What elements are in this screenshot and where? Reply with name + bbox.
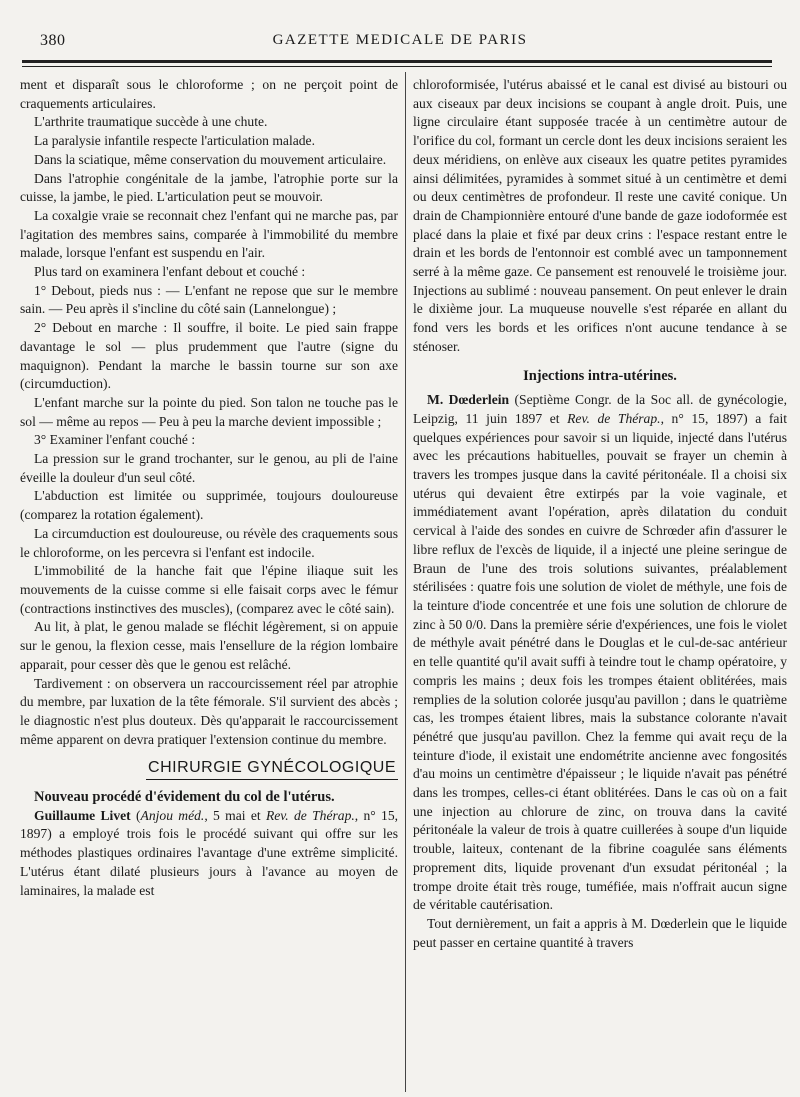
column-divider	[405, 72, 406, 1092]
citation-text: (Septième Congr. de la Soc all. de gynécologie, Leipzig, 11 juin 1897 et	[413, 392, 787, 426]
left-column	[20, 76, 398, 900]
paragraph: La coxalgie vraie se reconnait chez l'enfant qui ne marche pas, par l'agitation des membres sains, comparée à l'immobilité du membre malade, lorsque l'enfant est suspendu en l'air.	[20, 207, 398, 261]
paragraph: 2° Debout en marche : Il souffre, il boite. Le pied sain frappe davantage le sol — plus prudemment que l'autre (signe du maquignon). Pendant la marche le bassin tourne sur son axe (circumduction).	[20, 320, 398, 392]
paragraph: 1° Debout, pieds nus : — L'enfant ne repose que sur le membre sain. — Peu après il s'incline du côté sain (Lannelongue) ;	[20, 282, 398, 317]
paragraph: Plus tard on examinera l'enfant debout et couché :	[34, 264, 306, 280]
article-lead-paragraph	[20, 807, 398, 901]
author-name: M. Dœderlein	[427, 392, 510, 408]
paragraph: La circumduction est douloureuse, ou révèle des craquements sous le chloroforme, on les percevra si l'enfant est indocile.	[20, 525, 398, 560]
article-title: Injections intra-utérines.	[523, 367, 677, 384]
paragraph: L'arthrite traumatique succède à une chute.	[34, 114, 268, 130]
paragraph: 3° Examiner l'enfant couché :	[34, 432, 196, 448]
section-heading	[20, 759, 398, 780]
paragraph: L'enfant marche sur la pointe du pied. Son talon ne touche pas le sol — même au repos — Peu à peu la marche devient impossible ;	[20, 394, 398, 429]
paragraph: L'immobilité de la hanche fait que l'épine iliaque suit les mouvements de la cuisse comme si elle faisait corps avec le fémur (contractions instinctives des muscles), (comparez avec le côté sain).	[20, 563, 398, 616]
article-title: Nouveau procédé d'évidement du col de l'utérus.	[34, 789, 335, 806]
citation-text: , 5 mai et	[204, 807, 266, 823]
page-number: 380	[40, 32, 66, 49]
paragraph: L'abduction est limitée ou supprimée, toujours douloureuse (comparez la rotation également).	[20, 488, 398, 523]
body-text: , n° 15, 1897) a employé trois fois le procédé suivant qui offre sur les méthodes plastiques ordinaires l'avantage d'une extrême simplicité. L'utérus étant dilaté plusieurs jours à l'avance au moyen de laminaires, la malade est	[20, 807, 399, 898]
journal-name: Rev. de Thérap.	[567, 410, 661, 426]
section-heading-text: CHIRURGIE GYNÉCOLOGIQUE	[146, 759, 398, 780]
page-header	[0, 0, 800, 70]
paragraph: Dans la sciatique, même conservation du mouvement articulaire.	[34, 151, 387, 167]
paragraph: ment et disparaît sous le chloroforme ; on ne perçoit point de craquements articulaires.	[20, 77, 398, 111]
paragraph: La pression sur le grand trochanter, sur le genou, au pli de l'aine éveille la douleur d'un seul côté.	[20, 451, 398, 485]
author-name: Guillaume Livet	[34, 807, 131, 823]
citation-text: (	[130, 807, 141, 823]
article-lead-paragraph	[413, 391, 787, 915]
paragraph: La paralysie infantile respecte l'articulation malade.	[34, 133, 315, 149]
paragraph: Tout dernièrement, un fait a appris à M. Dœderlein que le liquide peut passer en certaine quantité à travers	[413, 915, 787, 950]
paragraph: Dans l'atrophie congénitale de la jambe, l'atrophie porte sur la cuisse, la jambe, le pied. L'articulation peut se mouvoir.	[20, 170, 398, 205]
paragraph: Tardivement : on observera un raccourcissement réel par atrophie du membre, par luxation de la tête fémorale. S'il survient des abcès ; le diagnostic n'est plus douteux. Dès qu'apparait le raccourcissement même apparent on devra pratiquer l'extension continue du membre.	[20, 675, 398, 747]
body-text: , n° 15, 1897) a fait quelques expériences pour savoir si un liquide, injecté dans l'utérus avec les précautions habituelles, pouvait se frayer un chemin à travers les trompes jusque dans la cavité péritonéale. Il a choisi six utérus qui devaient être extirpés par la voie vaginale, et immédiatement avant l'opération, après dilatation du conduit cervical à l'aide des sondes en cuivre de Schrœder afin d'assurer le libre reflux de l'excès de liquide, il a injecté une pleine seringue de Braun de l'une des trois solutions suivantes, préalablement stérilisées : quatre fois une solution de violet de méthyle, une fois de la teinture d'iode concentrée et une fois une solution de chlorure de zinc à 50 0/0. Dans la première série d'expériences, une fois le violet de méthyle avait pénétré dans le Douglas et le cul-de-sac antérieur en telle quantité qu'il avait suffi à teindre tout le champ opératoire, y compris les mains ; deux fois les trompes étaient oblitérées, mais remplies de la solution colorée jusqu'au pavillon ; dans le quatrième cas, les trompes étaient libres, mais la substance colorante n'avait pénétré que jusqu'au pavillon. Chez la femme qui avait reçu de la teinture d'iode, il existait une endométrite ancienne avec fongosités d'au moins un centimètre d'épaisseur ; le liquide n'avait pas pénétré dans les trompes, celles-ci étant oblitérées. Dans le cas où on a fait une injection au chlorure de zinc, on trouva dans la cavité péritonéale la valeur de trois à quatre cuillerées à soupe d'un liquide trouble, laiteux, contenant de la fibrine coagulée sans éléments proprement dits, liquide provenant d'un exsudat péritonéal ; la trompe droite était très rouge, tuméfiée, mais n'offrait aucun signe de véritable cautérisation.	[413, 410, 787, 913]
right-column	[413, 76, 787, 952]
running-title: GAZETTE MEDICALE DE PARIS	[272, 32, 528, 48]
journal-name: Rev. de Thérap.	[265, 807, 355, 823]
paragraph: chloroformisée, l'utérus abaissé et le canal est divisé au bistouri ou aux ciseaux par deux incisions se coupant à angle droit. Puis, une ligne circulaire étant supposée tracée à un centimètre autour de l'orifice du col, formant un cercle dont les deux incisions seraient les deux méridiens, on enlève aux ciseaux les quatre petites pyramides ainsi délimitées, pyramides à sommet situé à un centimètre et demi ou deux centimètres de profondeur. Il reste une cavité conique. Un drain de Championnière entouré d'une bande de gaze iodoformée est placé dans la plaie et fixé par deux crins : l'espace restant entre le drain et les bords de l'entonnoir est comblé avec un tamponnement serré à la même gaze. Ce pansement est renouvelé le troisième jour. Injections au sublimé : nouveau pansement. On peut enlever le drain le dixième jour. La muqueuse nouvelle s'est réparée en allant du fond vers les bords et les orifices n'ont aucune tendance à se sténoser.	[413, 77, 787, 354]
header-rule-thick	[22, 60, 772, 63]
journal-name: Anjou méd.	[140, 807, 205, 823]
paragraph: Au lit, à plat, le genou malade se fléchit légèrement, si on appuie sur le genou, la flexion cesse, mais l'ensellure de la région lombaire apparait, pour cesser dès que le genou est relâché.	[20, 619, 398, 672]
header-rule-thin	[22, 66, 772, 67]
